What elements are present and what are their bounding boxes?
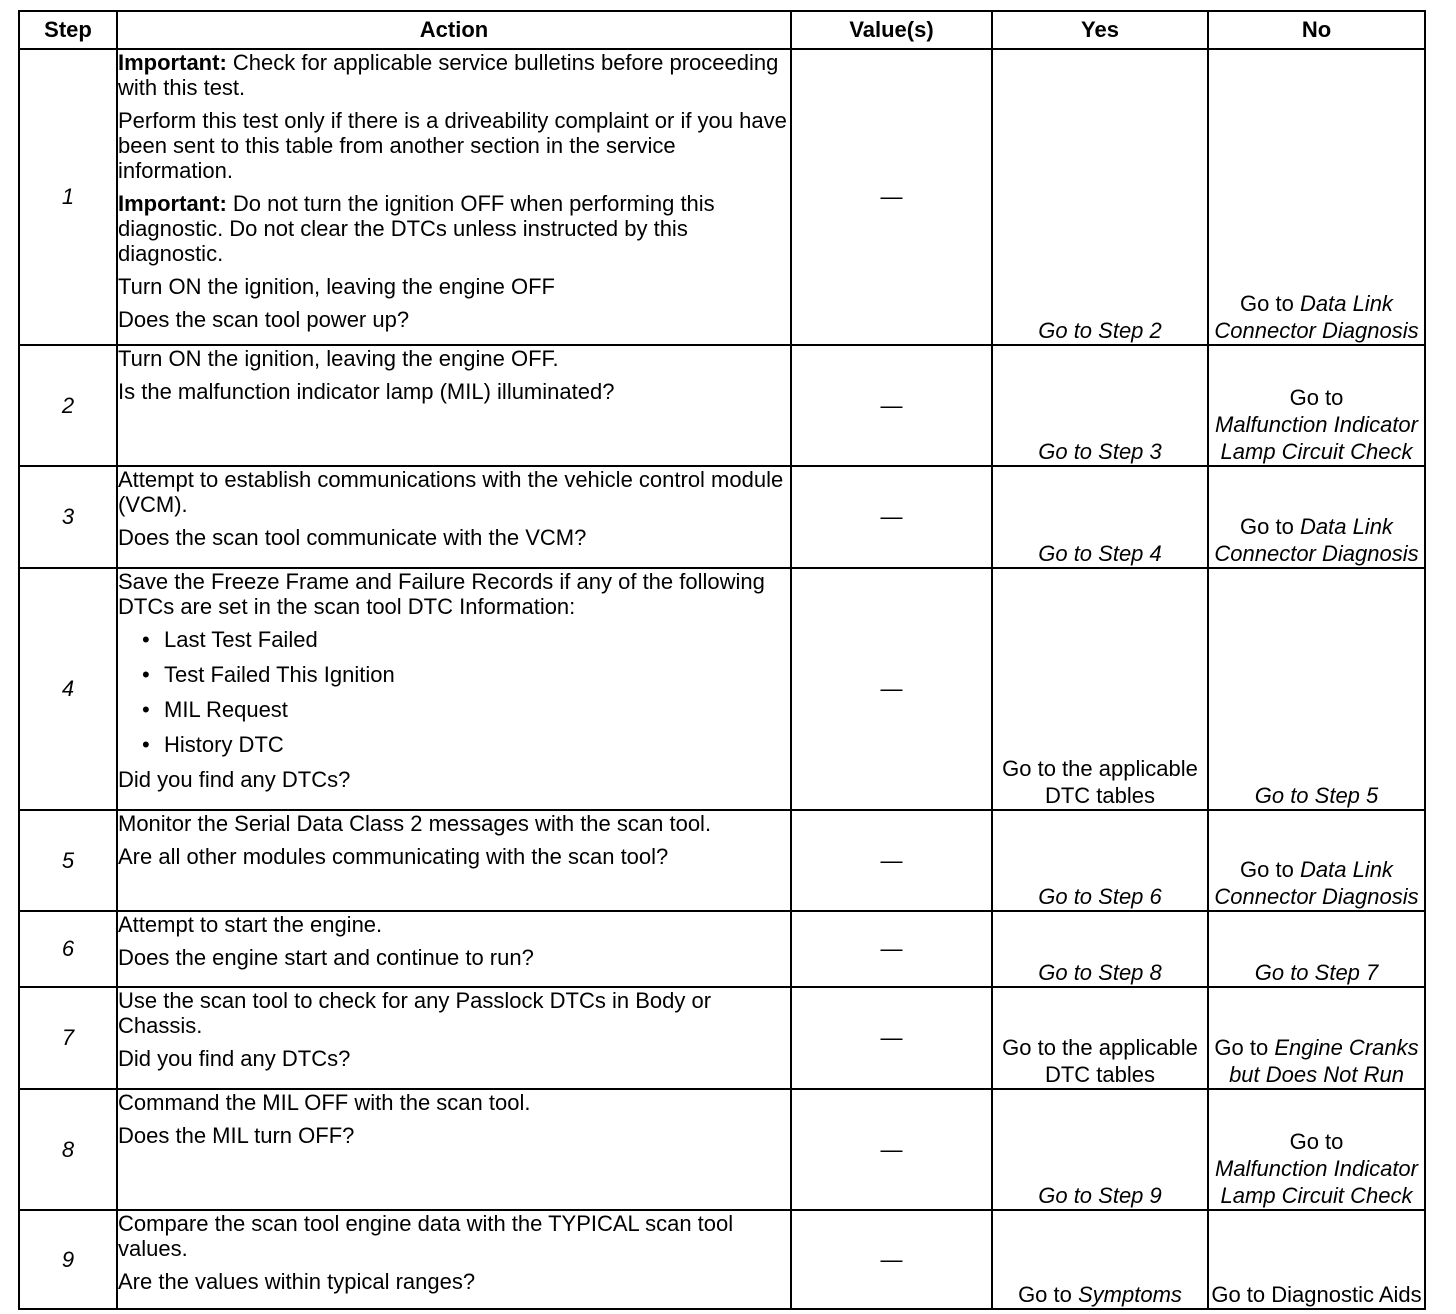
no-cell: Go to Diagnostic Aids (1208, 1210, 1425, 1309)
no-cell (1208, 466, 1425, 568)
action-cell (117, 1089, 791, 1210)
header-values: Value(s) (791, 11, 992, 49)
action-question: Are the values within typical ranges? (118, 1269, 476, 1294)
yes-cell: Go to the applicable DTC tables (992, 568, 1208, 810)
step-number: 6 (19, 911, 117, 987)
action-cell (117, 810, 791, 911)
no-prefix: Go to (1214, 1035, 1269, 1060)
action-paragraph: Turn ON the ignition, leaving the engine OFF (118, 274, 555, 299)
list-item: • Test Failed This Ignition (142, 662, 790, 687)
header-action: Action (117, 11, 791, 49)
action-paragraph: Perform this test only if there is a driveability complaint or if you have been sent to this table from another section in the service information. (118, 108, 787, 183)
step-number: 4 (19, 568, 117, 810)
no-link: Malfunction Indicator Lamp Circuit Check (1215, 412, 1418, 464)
step-number: 8 (19, 1089, 117, 1210)
dtc-bullet-list (118, 627, 790, 757)
no-prefix: Go to (1240, 514, 1294, 539)
no-prefix: Go to (1289, 1129, 1344, 1154)
value-cell: — (791, 810, 992, 911)
value-cell: — (791, 987, 992, 1089)
yes-cell: Go to Step 8 (992, 911, 1208, 987)
action-paragraph: Compare the scan tool engine data with the TYPICAL scan tool values. (118, 1211, 734, 1261)
yes-prefix: Go to (1018, 1282, 1072, 1307)
action-paragraph: Attempt to start the engine. (118, 912, 383, 937)
table-row (19, 49, 1425, 345)
step-number: 7 (19, 987, 117, 1089)
value-cell: — (791, 568, 992, 810)
action-paragraph: Monitor the Serial Data Class 2 messages with the scan tool. (118, 811, 712, 836)
no-prefix: Go to (1240, 857, 1294, 882)
no-link: Engine Cranks but Does Not Run (1229, 1035, 1419, 1087)
value-cell: — (791, 49, 992, 345)
step-number: 9 (19, 1210, 117, 1309)
no-cell (1208, 810, 1425, 911)
step-number: 3 (19, 466, 117, 568)
action-question: Are all other modules communicating with the scan tool? (118, 844, 669, 869)
important-label: Important: (118, 191, 227, 216)
no-cell (1208, 1089, 1425, 1210)
action-paragraph: Use the scan tool to check for any Passlock DTCs in Body or Chassis. (118, 988, 712, 1038)
header-step: Step (19, 11, 117, 49)
yes-link: Symptoms (1078, 1282, 1182, 1307)
table-row (19, 466, 1425, 568)
action-cell (117, 49, 791, 345)
yes-cell: Go to Step 6 (992, 810, 1208, 911)
no-cell (1208, 345, 1425, 466)
action-question: Is the malfunction indicator lamp (MIL) illuminated? (118, 379, 615, 404)
action-text: Check for applicable service bulletins before proceeding with this test. (118, 50, 779, 100)
yes-cell: Go to the applicable DTC tables (992, 987, 1208, 1089)
value-cell: — (791, 1089, 992, 1210)
yes-cell: Go to Step 9 (992, 1089, 1208, 1210)
no-link: Data Link Connector Diagnosis (1214, 857, 1419, 909)
table-row (19, 1210, 1425, 1309)
yes-cell: Go to Step 3 (992, 345, 1208, 466)
value-cell: — (791, 466, 992, 568)
value-cell: — (791, 911, 992, 987)
action-cell (117, 345, 791, 466)
value-cell: — (791, 1210, 992, 1309)
action-cell (117, 466, 791, 568)
table-row (19, 810, 1425, 911)
action-text: Do not turn the ignition OFF when performing this diagnostic. Do not clear the DTCs unless instructed by this diagnostic. (118, 191, 715, 266)
table-row (19, 987, 1425, 1089)
no-link: Malfunction Indicator Lamp Circuit Check (1215, 1156, 1418, 1208)
action-cell (117, 568, 791, 810)
header-row (19, 11, 1425, 49)
no-cell (1208, 49, 1425, 345)
action-cell (117, 1210, 791, 1309)
yes-cell: Go to Step 4 (992, 466, 1208, 568)
action-cell (117, 987, 791, 1089)
no-link: Data Link Connector Diagnosis (1214, 291, 1419, 343)
yes-cell (992, 1210, 1208, 1309)
table-row (19, 345, 1425, 466)
no-cell: Go to Step 5 (1208, 568, 1425, 810)
table-row (19, 911, 1425, 987)
no-cell (1208, 987, 1425, 1089)
header-yes: Yes (992, 11, 1208, 49)
action-question: Did you find any DTCs? (118, 1046, 351, 1071)
important-label: Important: (118, 50, 227, 75)
action-question: Does the MIL turn OFF? (118, 1123, 355, 1148)
no-link: Data Link Connector Diagnosis (1214, 514, 1419, 566)
diagnostic-table (18, 10, 1426, 1310)
list-item: • History DTC (142, 732, 790, 757)
action-question: Does the scan tool power up? (118, 307, 410, 332)
action-cell (117, 911, 791, 987)
action-paragraph: Command the MIL OFF with the scan tool. (118, 1090, 531, 1115)
no-cell: Go to Step 7 (1208, 911, 1425, 987)
step-number: 2 (19, 345, 117, 466)
action-question: Does the engine start and continue to run? (118, 945, 534, 970)
action-question: Does the scan tool communicate with the VCM? (118, 525, 587, 550)
yes-cell: Go to Step 2 (992, 49, 1208, 345)
step-number: 5 (19, 810, 117, 911)
action-paragraph (118, 50, 790, 100)
no-prefix: Go to (1240, 291, 1294, 316)
value-cell: — (791, 345, 992, 466)
action-question: Did you find any DTCs? (118, 767, 351, 792)
list-item: • Last Test Failed (142, 627, 790, 652)
action-paragraph: Attempt to establish communications with the vehicle control module (VCM). (118, 467, 784, 517)
step-number: 1 (19, 49, 117, 345)
action-paragraph (118, 191, 790, 266)
table-row (19, 1089, 1425, 1210)
header-no: No (1208, 11, 1425, 49)
action-paragraph: Save the Freeze Frame and Failure Records if any of the following DTCs are set in the scan tool DTC Information: (118, 569, 765, 619)
action-paragraph: Turn ON the ignition, leaving the engine OFF. (118, 346, 559, 371)
table-row (19, 568, 1425, 810)
no-prefix: Go to (1289, 385, 1344, 410)
list-item: • MIL Request (142, 697, 790, 722)
